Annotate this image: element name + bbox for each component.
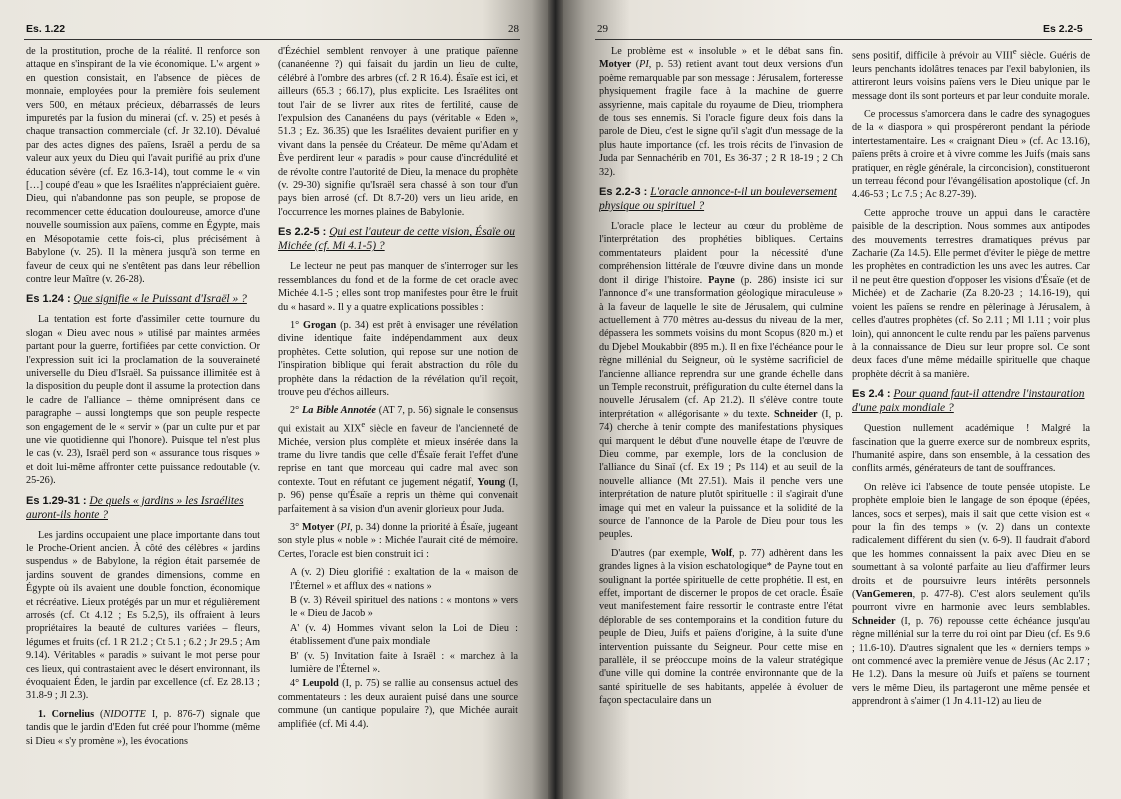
- verse-reference: Es 2.4 :: [852, 388, 891, 401]
- right-page: [563, 0, 1121, 799]
- paragraph: 1° Grogan (p. 34) est prêt à envisager une révélation divine identique faite indépendamment aux deux prophètes. Cette solution, qui repose sur une notion de l'inspiration biblique qui ferait abstraction du rôle du prophète dans la rédaction de la révélation qu'il reçoit, trouve peu d'échos ailleurs.: [278, 319, 518, 398]
- paragraph: L'oracle place le lecteur au cœur du problème de l'interprétation des prophéties bibliques. Certains commentateurs plaident pour la nécessité d'une compréhension littérale de l'œuvre divine dans un monde dont il dirige l'histoire. Payne (p. 286) insiste ici sur l'annonce d'« une transformation géologique miraculeuse » à la faveur de laquelle le site de Jérusalem, qui culmine actuellement à 770 mètres au-dessus du niveau de la mer, dépassera les sommets voisins du mont Scopus (820 m.) et du Djebel Moukabbir (895 m.). Il en fixe l'échéance pour le règne millénial du Seigneur, où le système sacrificiel de l'ancienne alliance reprendra sur une grande échelle dans un Temple reconstruit, préfiguration du culte éternel dans la nouvelle Jérusalem (cf. Ap 21.2). Il s'élève contre toute interprétation « allégorisante » du texte. Schneider (I, p. 74) cherche à tenir compte des manifestations physiques qui marquent le début d'une nouvelle étape de l'œuvre de Dieu comme, par exemple, lors de la conclusion de l'alliance du Sinaï (cf. Ex 19 ; Ps 114) et au seuil de la nouvelle alliance (Mt 27.51). Mais il penche vers une interprétation de nature plutôt spirituelle : il s'agirait d'une image qui met en valeur la puissance et la solidité de la source de l'annonce de la Parole de Dieu pour tous les peuples.: [599, 221, 843, 541]
- outline-item: A (v. 2) Dieu glorifié : exaltation de la « maison de l'Éternel » et afflux des « nations »: [290, 567, 518, 592]
- section-question: L'oracle annonce-t-il un bouleversement physique ou spirituel ?: [599, 186, 837, 213]
- paragraph: Cette approche trouve un appui dans le caractère paisible de la description. Nous sommes aux antipodes des mouvements terrestres dramatiques prévus par Zacharie (Za 14.5). Elle permet d'éviter le piège de mettre les prophètes en contradiction les uns avec les autres. Car il ne peut être question d'opposer les visions d'Ésaïe (et de Michée) et de Zacharie (Za 8.20-23 ; 14.16-19), qui voient les païens se rendre en pèlerinage à Jérusalem, à celles d'autres prophètes (cf. So 2.11 ; Ml 1.11 ; voir plus loin), qui annoncent le culte rendu par les païens parvenus à la connaissance de Dieu sur leur propre sol. Ce sont deux faces d'une même médaille spirituelle que chaque prophète décrit à sa manière.: [852, 207, 1090, 380]
- verse-reference: Es 1.24 :: [26, 293, 71, 306]
- paragraph: On relève ici l'absence de toute pensée utopiste. Le prophète emploie bien le langage de son époque (épées, lances, socs et serpes), mais il sait que cette vision est « pour la fin des temps » (v. 2) dans un contexte radicalement différent du sien (v. 6-9). Il faudrait d'abord que les hommes connaissent la paix avec Dieu en se soumettant à sa volonté parfaite au lieu d'affirmer leurs droits et de poursuivre leurs intérêts personnels (VanGemeren, p. 477-8). C'est alors seulement qu'ils pourront vivre en harmonie avec leurs semblables. Schneider (I, p. 76) repousse cette échéance jusqu'au règne millénial sur la terre du roi oint par Dieu (cf. Es 9.6 ; 11.6-10). D'autres signalent que les « derniers temps » ont commencé avec la première venue de Jésus (Ac 2.17 ; He 1.2). Dans la mesure où Juifs et païens se tournent vers le même Dieu, ils partageront une même pensée et apprendront à s'aimer (1 Jn 4.11-12) au lieu de: [852, 481, 1090, 708]
- section-question: Pour quand faut-il attendre l'instauration d'une paix mondiale ?: [852, 388, 1085, 415]
- paragraph: sens positif, difficile à prévoir au VIIIe siècle. Guéris de leurs penchants idolâtres tenaces par l'exil babylonien, ils attireront leurs voisins païens vers le Dieu unique par le message dont ils sont porteurs et par leur conduite morale.: [852, 46, 1090, 102]
- section-heading: [852, 387, 1090, 415]
- verse-reference: Es 1.29-31 :: [26, 494, 87, 507]
- left-header-rule: [24, 39, 520, 40]
- paragraph: Le problème est « insoluble » et le débat sans fin. Motyer (PI, p. 53) retient avant tout deux versions d'un poème remarquable par son message : Jérusalem, forteresse physiquement fragile face à la machine de guerre assyrienne, mais capitale du royaume de Dieu, triomphera de tous ses ennemis. Si l'oracle figure deux fois dans la parole de Dieu, c'est le signe qu'il s'agit d'un message de la plus haute importance (cf. les trois récits de l'invasion de Juda par Sennachérib en 701, Es 36-37 ; 2 R 18-19 ; 2 Ch 32).: [599, 46, 843, 178]
- outline-item: A' (v. 4) Hommes vivant selon la Loi de Dieu : établissement d'une paix mondiale: [290, 622, 518, 648]
- paragraph: Ce processus s'amorcera dans le cadre des synagogues de la « diaspora » qui prospéreront pendant la période intertestamentaire. Les « craignant Dieu » (cf. Ac 13.16), païens prêts à croire et à vivre comme les Juifs (mais sans pratiquer, en règle générale, la circoncision), constitueront un terreau fécond pour l'évangélisation apostolique (cf. Jn 4.46-53 ; Lc 7.5 ; Ac 8.27-39).: [852, 109, 1090, 201]
- paragraph: 4° Leupold (I, p. 75) se rallie au consensus actuel des commentateurs : les deux auraient puisé dans une source commune (un cantique populaire ?), que Michée aurait amplifiée (cf. Mi 4.4).: [278, 678, 518, 730]
- paragraph: de la prostitution, proche de la réalité. Il renforce son attaque en s'inspirant de la vie économique. L'« argent » en question consistait, en l'absence de pièces de monnaie, employées pour la première fois seulement vers 500, en métaux précieux, débarrassés de leurs impuretés par la fusion du minerai (cf. v. 25) et pesés à chaque transaction commerciale (cf. Jr 32.10). Dévalué par des actes dignes des païens, Israël a perdu de sa valeur aux yeux du Dieu qui l'avait purifié au prix d'une éducation sévère (cf. Ez 16.3-14), tout comme le « vin […] coupé d'eau » que les Israélites n'appréciaient guère. Dieu, qui n'abandonne pas son peuple, se propose de recommencer cette éducation douloureuse, amorce d'une nouvelle soumission aux païens, comme en Égypte, mais en Mésopotamie cette fois-ci, plus précisément à Babylone (v. 25). Il la mènera jusqu'à son terme en faveur de ceux qui ne s'entêtent pas dans leur rébellion contre leur Maître (v. 26-28).: [26, 46, 260, 285]
- verse-reference: Es 2.2-3 :: [599, 186, 648, 199]
- paragraph: d'Ézéchiel semblent renvoyer à une pratique païenne (cananéenne ?) qui faisait du jardin un lieu de culte, célébré à l'ombre des arbres (cf. 2 R 16.4). Ésaïe est ici, et ailleurs (65.3 ; 66.17), plus explicite. Les Israélites ont tout l'air de se livrer aux rites de fertilité, cause de l'expulsion des Cananéens du pays (véritable « Eden », 51.3 ; Ez. 36.35) que les Israélites devaient purifier en y vivant dans la pensée du Créateur. De même qu'Adam et Ève perdirent leur « paradis » pour cause d'incrédulité et de révolte contre l'autorité de Dieu, la menace du prophète (v. 29-30) signifie qu'Israël sera chassé à son tour d'un pays bien arrosé (cf. Dt 8.7-20) vers un lieu aride, en l'occurrence les mornes plaines de Babylonie.: [278, 46, 518, 218]
- left-page-number: 28: [508, 23, 519, 35]
- right-column-1: [599, 45, 843, 799]
- paragraph: 2° La Bible Annotée (AT 7, p. 56) signale le consensus qui existait au XIXe siècle en faveur de l'ancienneté de Michée, version plus complète et mieux insérée dans la trame du livre tandis que celle d'Ésaïe ferait l'effet d'une reprise en tant que morceau qui cadre mal avec son contexte. Tout en réfutant ce jugement négatif, Young (I, p. 96) pense qu'Ésaïe a repris un thème qui convenait parfaitement à sa vision d'un avenir glorieux pour Juda.: [278, 405, 518, 515]
- paragraph: D'autres (par exemple, Wolf, p. 77) adhèrent dans les grandes lignes à la vision eschatologique* de Payne tout en soulignant la portée spirituelle de cette prophétie. Il est, en effet, important de discerner le propos de cet oracle. Ésaïe veut manifestement faire ressortir le contraste entre l'état déplorable de ses contemporains et la condition future du peuple de Dieu, Juifs et païens d'origine, à la suite d'une intervention puissante du Seigneur. Pour cette mise en parallèle, il se préoccupe moins de la valeur stratégique d'une ville qui domine la contrée environnante que de la santé spirituelle de ses habitants, appelée à évoluer de façon spectaculaire dans un: [599, 547, 843, 707]
- outline-item: B' (v. 5) Invitation faite à Israël : « marchez à la lumière de l'Éternel ».: [290, 650, 518, 676]
- paragraph: Le lecteur ne peut pas manquer de s'interroger sur les ressemblances du fond et de la forme de cet oracle avec Michée 4.1-5 ; elles sont trop manifestes pour être le fruit du « hasard ». Il y a quatre explications possibles :: [278, 261, 518, 313]
- right-page-number: 29: [597, 23, 608, 35]
- paragraph: La tentation est forte d'assimiler cette tournure du slogan « Dieu avec nous » utilisé par maintes armées partant pour la guerre, fortifiées par cette conviction. Or l'expression suit ici la proclamation de la souveraineté universelle du Dieu d'Israël. Sa puissance illimitée est à la disposition du peuple dont il assume la protection dans le cadre de l'alliance – thème omniprésent dans ce paragraphe – aussi longtemps que son peuple respecte son engagement de le « servir » (par un culte pur et par une vie quotidienne qui l'honore). Puisque tel n'est plus le cas (v. 23), Israël perd son « assurance tous risques » et doit lui-même affronter cette puissance redoutable (v. 25-26).: [26, 314, 260, 487]
- section-heading: [599, 185, 843, 213]
- paragraph: 3° Motyer (PI, p. 34) donne la priorité à Ésaïe, jugeant son style plus « noble » : Michée l'aurait cité de mémoire. Certes, l'oracle est bien construit ici :: [278, 521, 518, 560]
- paragraph: Les jardins occupaient une place importante dans tout le Proche-Orient ancien. À côté des célèbres « jardins suspendus » de Babylone, la région était parsemée de jardins souvent de grandes dimensions, comme en Égypte où ils avaient une double fonction, économique et récréative. Lieux protégés par un mur et régulièrement arrosés (cf. Ct 4.12 ; Es 5.2,5), ils offraient à leurs propriétaires la beauté de cultures variées – fleurs, légumes et fruits (cf. 1 R 21.2 ; Ct 5.1 ; 6.2 ; Jr 29.5 ; Am 9.14). Véritables « paradis » suivant le mot perse pour ces lieux, qui contrastaient avec le désert environnant, ils évoquaient Éden, le jardin par excellence (cf. Ez 28.13 ; 31.8-9 ; Jl 2.3).: [26, 529, 260, 702]
- left-page: [0, 0, 548, 799]
- section-question: Qui est l'auteur de cette vision, Ésaïe ou Michée (cf. Mi 4.1-5) ?: [278, 226, 515, 253]
- left-column-2: [278, 45, 518, 799]
- paragraph: 1. Cornelius (NIDOTTE I, p. 876-7) signale que tandis que le jardin d'Eden fut créé pour l'homme (même si Dieu « s'y promène »), les évocations: [26, 708, 260, 747]
- section-question: Que signifie « le Puissant d'Israël » ?: [73, 293, 247, 306]
- right-running-header: Es 2.2-5: [1043, 23, 1083, 35]
- section-heading: [278, 225, 518, 253]
- verse-reference: Es 2.2-5 :: [278, 226, 327, 239]
- left-running-header: Es. 1.22: [26, 23, 66, 35]
- left-column-1: [26, 45, 260, 799]
- section-heading: [26, 292, 260, 306]
- section-heading: [26, 494, 260, 522]
- right-header-rule: [595, 39, 1092, 40]
- right-column-2: [852, 45, 1090, 799]
- book-gutter: [548, 0, 563, 799]
- paragraph: Question nullement académique ! Malgré la fascination que la guerre exerce sur de nombreux esprits, l'humanité aspire, dans son ensemble, à la cessation des conflits armés, générateurs de tant de souffrances.: [852, 423, 1090, 475]
- outline-item: B (v. 3) Réveil spirituel des nations : « montons » vers le « Dieu de Jacob »: [290, 595, 518, 620]
- section-question: De quels « jardins » les Israélites auront-ils honte ?: [26, 494, 244, 521]
